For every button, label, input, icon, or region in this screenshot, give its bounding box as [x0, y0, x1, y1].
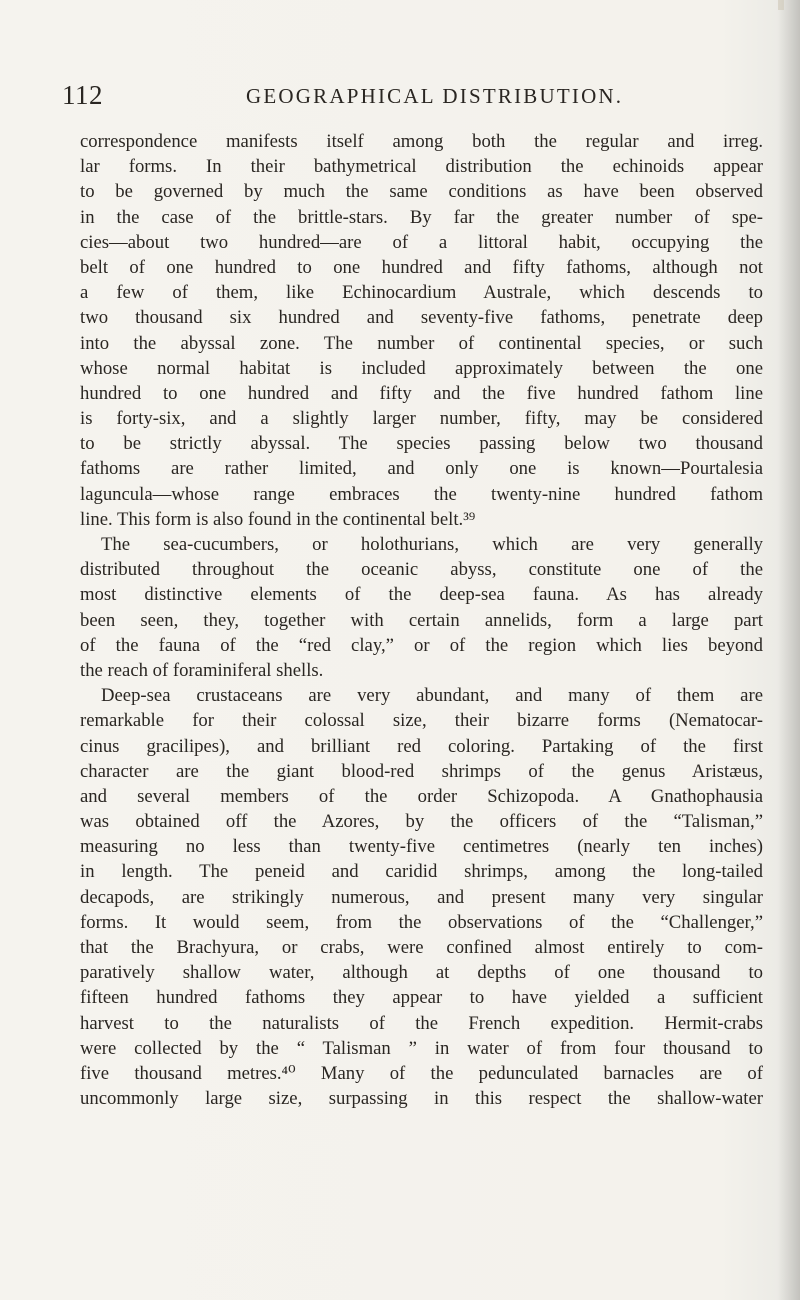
text-line: belt of one hundred to one hundred and fifty fathoms, although not — [80, 256, 763, 278]
page-edge-shadow — [778, 0, 800, 1300]
text-line: uncommonly large size, surpassing in this respect the shallow-water — [80, 1088, 763, 1110]
text-line: lar forms. In their bathymetrical distribution the echinoids appear — [80, 156, 763, 178]
text-line: measuring no less than twenty-five centimetres (nearly ten inches) — [80, 836, 763, 858]
text-line: fifteen hundred fathoms they appear to have yielded a sufficient — [80, 987, 763, 1009]
text-line: paratively shallow water, although at depths of one thousand to — [80, 962, 763, 984]
text-line: that the Brachyura, or crabs, were confined almost entirely to com- — [80, 937, 763, 958]
page-corner-mark — [778, 0, 784, 10]
text-line: most distinctive elements of the deep-sea fauna. As has already — [80, 584, 763, 606]
text-line: distributed throughout the oceanic abyss, constitute one of the — [80, 559, 763, 581]
text-line: the reach of foraminiferal shells. — [80, 659, 324, 681]
text-line: forms. It would seem, from the observations of the “Challenger,” — [80, 911, 763, 933]
text-line: to be strictly abyssal. The species passing below two thousand — [80, 433, 763, 455]
text-line: in the case of the brittle-stars. By far the greater number of spe- — [80, 206, 763, 228]
text-line: character are the giant blood-red shrimps of the genus Aristæus, — [80, 760, 763, 782]
text-line: decapods, are strikingly numerous, and present many very singular — [80, 886, 763, 908]
text-line: was obtained off the Azores, by the officers of the “Talisman,” — [80, 811, 763, 833]
text-line: into the abyssal zone. The number of continental species, or such — [80, 332, 763, 354]
text-line: whose normal habitat is included approximately between the one — [80, 357, 763, 379]
page-number: 112 — [62, 80, 103, 110]
text-line: and several members of the order Schizopoda. A Gnathophausia — [80, 785, 763, 807]
text-line: were collected by the “ Talisman ” in water of from four thousand to — [80, 1037, 763, 1059]
running-head — [62, 80, 746, 116]
paragraph-start-line: Deep-sea crustaceans are very abundant, and many of them are — [101, 685, 763, 707]
text-line: laguncula—whose range embraces the twenty-nine hundred fathom — [80, 483, 763, 505]
text-line: hundred to one hundred and fifty and the five hundred fathom line — [80, 382, 763, 404]
body-text — [80, 129, 763, 1111]
text-line: been seen, they, together with certain annelids, form a large part — [80, 609, 763, 631]
text-line: remarkable for their colossal size, their bizarre forms (Nematocar- — [80, 710, 763, 732]
text-line: in length. The peneid and caridid shrimps, among the long-tailed — [80, 861, 763, 883]
text-line: cies—about two hundred—are of a littoral habit, occupying the — [80, 231, 763, 253]
text-line: is forty-six, and a slightly larger number, fifty, may be considered — [80, 408, 763, 430]
text-line: to be governed by much the same conditions as have been observed — [80, 181, 763, 203]
text-line: two thousand six hundred and seventy-five fathoms, penetrate deep — [80, 307, 763, 329]
text-line: a few of them, like Echinocardium Australe, which descends to — [80, 282, 763, 304]
text-line: cinus gracilipes), and brilliant red coloring. Partaking of the first — [80, 735, 763, 757]
text-line: five thousand metres.⁴⁰ Many of the pedunculated barnacles are of — [80, 1062, 763, 1084]
text-line: fathoms are rather limited, and only one is known—Pourtalesia — [80, 458, 763, 480]
text-line: of the fauna of the “red clay,” or of the region which lies beyond — [80, 634, 763, 656]
paragraph-start-line: The sea-cucumbers, or holothurians, which are very generally — [101, 534, 763, 555]
text-line: correspondence manifests itself among both the regular and irreg. — [80, 131, 763, 152]
text-line: harvest to the naturalists of the French expedition. Hermit-crabs — [80, 1012, 763, 1034]
running-title: GEOGRAPHICAL DISTRIBUTION. — [246, 84, 624, 108]
text-line: line. This form is also found in the continental belt.³⁹ — [80, 508, 476, 530]
